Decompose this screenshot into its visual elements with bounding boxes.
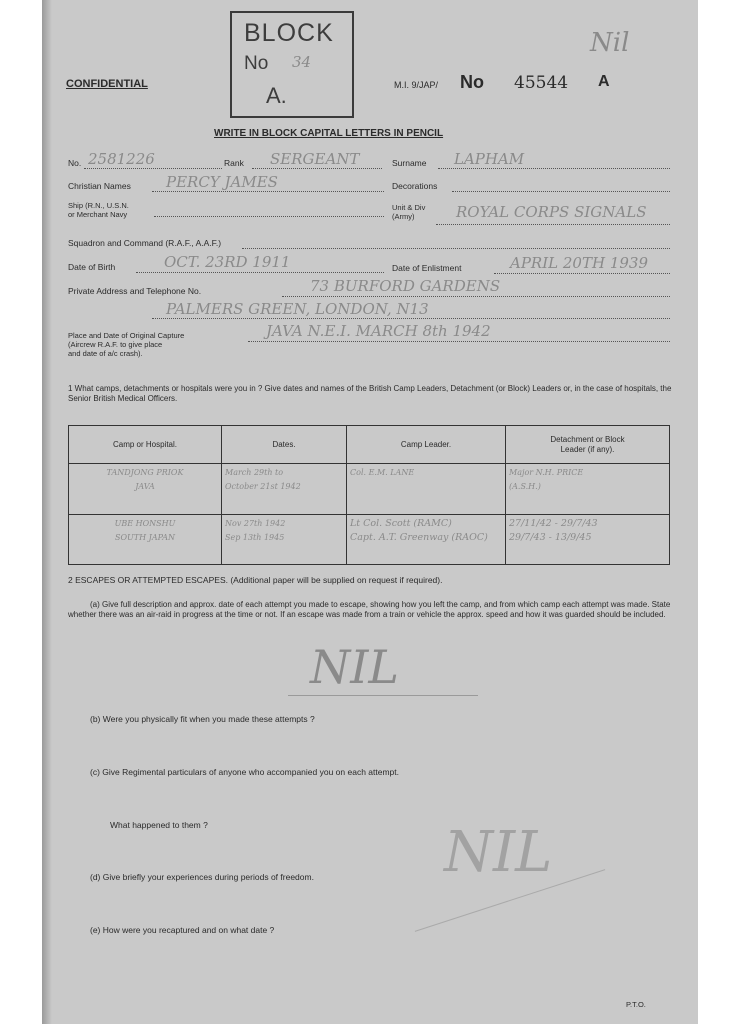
- pto-label: P.T.O.: [626, 1000, 646, 1009]
- rank-value: SERGEANT: [270, 150, 360, 168]
- block-stamp: [230, 11, 354, 118]
- table-row: [69, 464, 670, 514]
- block-stamp-number-value: 34: [292, 53, 312, 71]
- question-2c: (c) Give Regimental particulars of anyone who accompanied you on each attempt.: [90, 767, 399, 777]
- question-2a: (a) Give full description and approx. date of each attempt you made to escape, showing how you left the camp, and from which camp each attempt was made. State whether there was an air-raid in progress at the time or not. If an escape was made from a train or vehicle the approx. speed and how it was guarded should be included.: [68, 600, 671, 619]
- capture-label: Place and Date of Original Capture (Aircrew R.A.F. to give place and date of a/c crash).: [68, 331, 185, 358]
- question-2e: (e) How were you recaptured and on what date ?: [90, 925, 275, 935]
- capture-value: JAVA N.E.I. MARCH 8th 1942: [266, 322, 491, 340]
- row2-camp: UBE HONSHU SOUTH JAPAN: [69, 514, 222, 564]
- top-right-annotation: Nil: [590, 28, 630, 58]
- camps-table: [68, 425, 670, 565]
- block-stamp-letter: A.: [266, 83, 287, 108]
- question-2c-followup: What happened to them ?: [110, 820, 208, 830]
- question-2d: (d) Give briefly your experiences during periods of freedom.: [90, 872, 314, 882]
- enlistment-label: Date of Enlistment: [392, 263, 462, 273]
- table-row: [69, 514, 670, 564]
- address-line-1: 73 BURFORD GARDENS: [310, 277, 501, 295]
- row1-dates: March 29th to October 21st 1942: [222, 464, 347, 514]
- col-detachment-leader: Detachment or Block Leader (if any).: [506, 426, 670, 464]
- unit-value: ROYAL CORPS SIGNALS: [456, 203, 647, 221]
- question-1: 1 What camps, detachments or hospitals were you in ? Give dates and names of the British Camp Leaders, Detachment (or Block) Leaders or, in the case of hospitals, the Senior British Medical Officers.: [68, 384, 672, 403]
- number-sign: No: [460, 72, 484, 92]
- surname-label: Surname: [392, 158, 427, 168]
- row2-detachment: 27/11/42 - 29/7/43 29/7/43 - 13/9/45: [506, 514, 670, 564]
- decorations-label: Decorations: [392, 181, 438, 191]
- block-stamp-number-label: No: [244, 53, 269, 74]
- service-number-label: No.: [68, 158, 82, 168]
- rank-label: Rank: [224, 158, 244, 168]
- col-dates: Dates.: [222, 426, 347, 464]
- serial-number: 45544: [514, 73, 569, 93]
- surname-value: LAPHAM: [454, 150, 525, 168]
- dob-value: OCT. 23RD 1911: [164, 253, 291, 271]
- unit-label: Unit & Div (Army): [392, 203, 426, 221]
- serial-suffix: A: [598, 73, 610, 90]
- christian-names-value: PERCY JAMES: [166, 173, 278, 191]
- address-line-2: PALMERS GREEN, LONDON, N13: [166, 300, 429, 318]
- squadron-label: Squadron and Command (R.A.F., A.A.F.): [68, 238, 222, 248]
- row2-dates: Nov 27th 1942 Sep 13th 1945: [222, 514, 347, 564]
- form-code: M.I. 9/JAP/: [394, 80, 439, 90]
- nil-answer-1: NIL: [310, 640, 399, 694]
- camps-table-header: [69, 426, 670, 464]
- question-2b: (b) Were you physically fit when you made these attempts ?: [90, 714, 315, 724]
- question-2-heading: 2 ESCAPES OR ATTEMPTED ESCAPES. (Additional paper will be supplied on request if required).: [68, 575, 443, 585]
- document-page: [42, 0, 698, 1024]
- row1-camp: TANDJONG PRIOK JAVA: [69, 464, 222, 514]
- ship-label: Ship (R.N., U.S.N. or Merchant Navy: [68, 201, 129, 219]
- dob-label: Date of Birth: [68, 262, 116, 272]
- christian-names-label: Christian Names: [68, 181, 131, 191]
- confidential-label: CONFIDENTIAL: [66, 78, 148, 90]
- page-edge-shadow: [42, 0, 52, 1024]
- row1-leader: Col. E.M. LANE: [347, 464, 506, 514]
- block-stamp-title: BLOCK: [244, 19, 334, 47]
- col-camp-leader: Camp Leader.: [347, 426, 506, 464]
- row2-leader: Lt Col. Scott (RAMC) Capt. A.T. Greenway (RAOC): [347, 514, 506, 564]
- row1-detachment: Major N.H. PRICE (A.S.H.): [506, 464, 670, 514]
- service-number-value: 2581226: [88, 150, 155, 168]
- instruction-heading: WRITE IN BLOCK CAPITAL LETTERS IN PENCIL: [214, 128, 444, 139]
- address-label: Private Address and Telephone No.: [68, 286, 202, 296]
- col-camp: Camp or Hospital.: [69, 426, 222, 464]
- enlistment-value: APRIL 20TH 1939: [510, 254, 648, 272]
- nil-answer-2: NIL: [444, 820, 553, 885]
